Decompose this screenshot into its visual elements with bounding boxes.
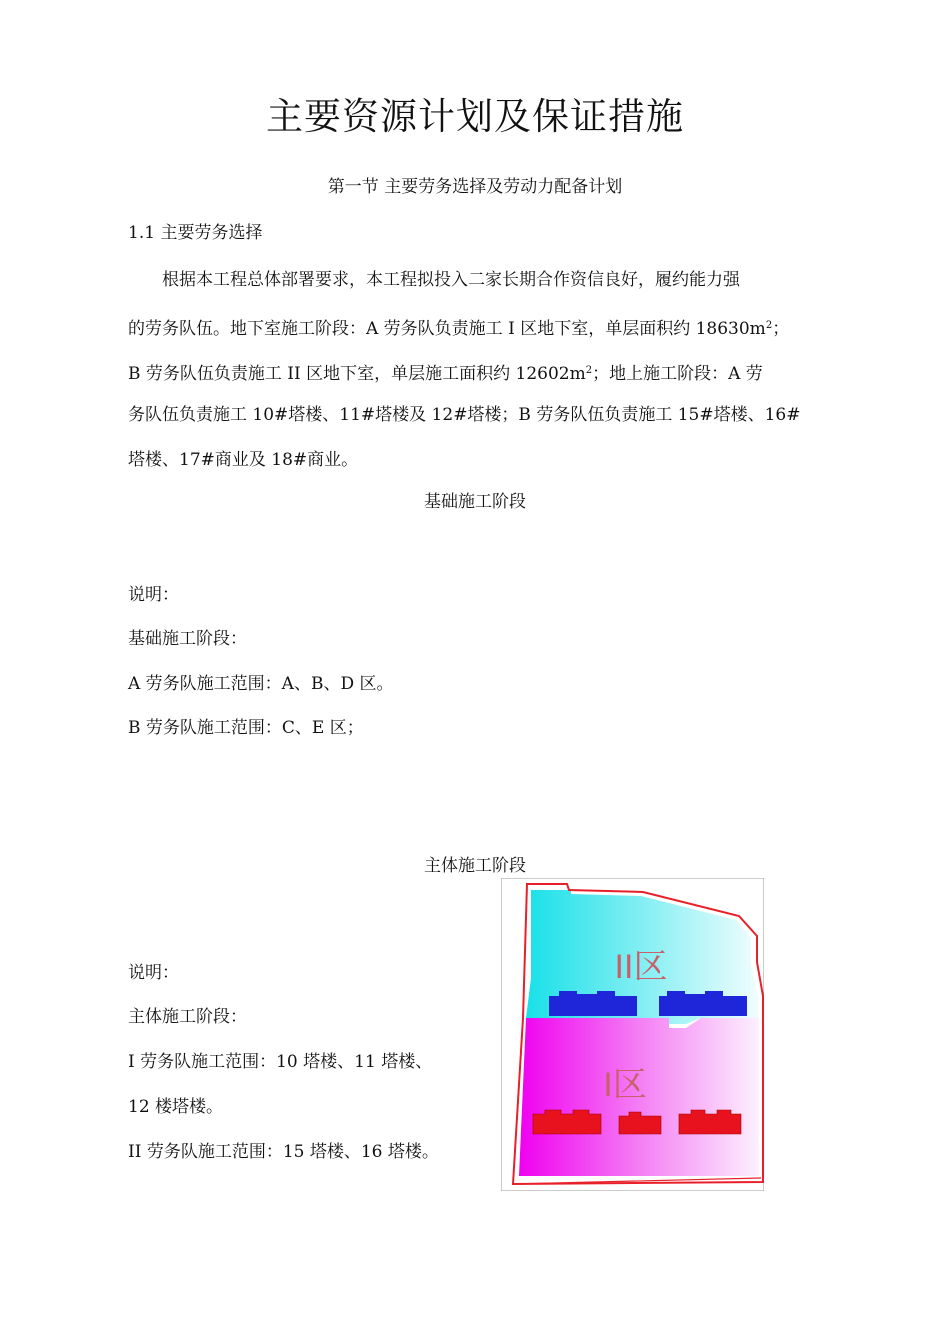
subsection-heading: 1.1 主要劳务选择	[128, 223, 263, 243]
intro-line-3	[128, 348, 826, 393]
main-stage-label: 主体施工阶段：	[128, 1007, 247, 1027]
main-note-label: 说明：	[128, 963, 179, 983]
section-title: 第一节 主要劳务选择及劳动力配备计划	[327, 177, 623, 197]
document-title: 主要资源计划及保证措施	[266, 95, 684, 138]
area-unit-superscript: 2	[765, 320, 773, 331]
foundation-stage-title: 基础施工阶段	[424, 492, 526, 512]
foundation-team-a-scope: A 劳务队施工范围：A、B、D 区。	[128, 674, 394, 694]
foundation-note-label: 说明：	[128, 585, 179, 605]
intro-line-2-text: 的劳务队伍。地下室施工阶段：A 劳务队负责施工 I 区地下室，单层面积约 18630m	[128, 319, 766, 339]
foundation-stage-label: 基础施工阶段：	[128, 629, 247, 649]
site-zoning-map	[501, 878, 764, 1191]
intro-line-4: 务队伍负责施工 10#塔楼、11#塔楼及 12#塔楼；B 劳务队伍负责施工 15#塔楼、16#	[128, 405, 801, 425]
main-team-i-scope-line1: I 劳务队施工范围：10 塔楼、11 塔楼、	[128, 1052, 433, 1072]
intro-line-5: 塔楼、17#商业及 18#商业。	[128, 450, 359, 470]
main-team-i-scope-line2: 12 楼塔楼。	[128, 1097, 224, 1117]
main-team-ii-scope: II 劳务队施工范围：15 塔楼、16 塔楼。	[128, 1142, 439, 1162]
foundation-team-b-scope: B 劳务队施工范围：C、E 区；	[128, 718, 364, 738]
intro-line-2-tail: ；	[772, 319, 790, 339]
zone-ii-label: II区	[614, 948, 668, 986]
zone-i-label: I区	[603, 1066, 647, 1104]
main-stage-title: 主体施工阶段	[424, 856, 526, 876]
intro-line-1: 根据本工程总体部署要求，本工程拟投入二家长期合作资信良好，履约能力强	[162, 270, 740, 290]
intro-line-3-tail: ；地上施工阶段：A 劳	[592, 364, 763, 384]
intro-paragraph	[128, 258, 826, 483]
intro-line-2	[128, 303, 826, 348]
intro-line-3-text: B 劳务队伍负责施工 II 区地下室，单层施工面积约 12602m	[128, 364, 586, 384]
area-unit-superscript: 2	[585, 365, 593, 376]
